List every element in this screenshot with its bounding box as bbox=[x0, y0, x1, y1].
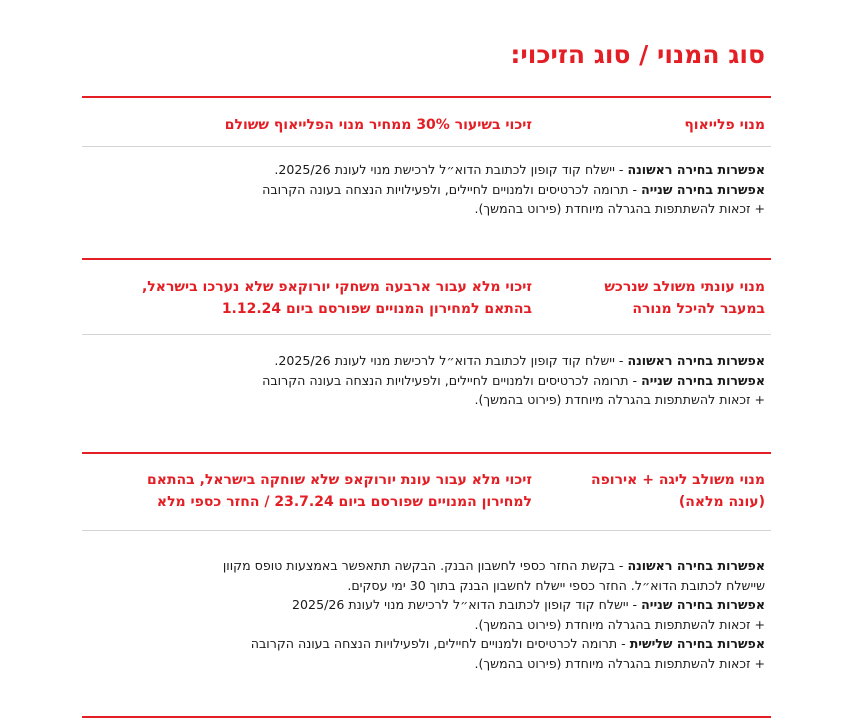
plan-credit bbox=[147, 469, 532, 513]
page-title: סוג המנוי / סוג הזיכוי: bbox=[510, 40, 765, 69]
option-line bbox=[262, 371, 765, 391]
option-line bbox=[223, 654, 765, 674]
section-divider bbox=[82, 258, 771, 260]
option-line bbox=[223, 595, 765, 615]
option-text: - יישלח קוד קופון לכתובת הדוא״ל לרכישת מנוי לעונת 2025/26. bbox=[274, 162, 628, 177]
option-line bbox=[223, 576, 765, 596]
option-line bbox=[223, 615, 765, 635]
option-line bbox=[223, 556, 765, 576]
option-block bbox=[223, 556, 765, 673]
option-line bbox=[223, 634, 765, 654]
option-text: - תרומה לכרטיסים ולמנויים לחיילים, ולפעילויות הנצחה בעונה הקרובה bbox=[250, 636, 630, 651]
option-line bbox=[262, 180, 765, 200]
plan-name bbox=[684, 114, 765, 136]
option-text: - יישלח קוד קופון לכתובת הדוא״ל לרכישת מנוי לעונת 2025/26. bbox=[274, 353, 628, 368]
option-text: שיישלח לכתובת הדוא״ל. החזר כספי יישלח לחשבון הבנק בתוך 30 ימי עסקים. bbox=[347, 577, 765, 593]
option-label: אפשרות בחירה שנייה bbox=[641, 372, 765, 388]
option-text: + זכאות להשתתפות בהגרלה מיוחדת (פירוט בהמשך). bbox=[474, 616, 765, 632]
option-label: אפשרות בחירה ראשונה bbox=[627, 558, 765, 573]
option-text: - תרומה לכרטיסים ולמנויים לחיילים, ולפעילויות הנצחה בעונה הקרובה bbox=[262, 181, 642, 197]
credit-line: זיכוי מלא עבור ארבעה משחקי יורוקאפ שלא נערכו בישראל, bbox=[141, 279, 532, 295]
option-label: אפשרות בחירה שנייה bbox=[641, 597, 765, 612]
row-divider bbox=[82, 530, 771, 531]
credit-line: למחירון המנויים שפורסם ביום 23.7.24 / החזר כספי מלא bbox=[156, 494, 532, 510]
plan-credit bbox=[225, 114, 532, 136]
plan-name bbox=[604, 276, 765, 320]
option-text: + זכאות להשתתפות בהגרלה מיוחדת (פירוט בהמשך). bbox=[474, 392, 765, 407]
section-divider bbox=[82, 716, 771, 718]
credit-line: בהתאם למחירון המנויים שפורסם ביום 1.12.24 bbox=[221, 301, 532, 317]
plan-name-line: מנוי משולב ליגה + אירופה bbox=[590, 472, 765, 488]
option-label: אפשרות בחירה ראשונה bbox=[627, 162, 765, 177]
option-text: + זכאות להשתתפות בהגרלה מיוחדת (פירוט בהמשך). bbox=[474, 201, 765, 216]
option-text: + זכאות להשתתפות בהגרלה מיוחדת (פירוט בהמשך). bbox=[474, 655, 765, 671]
row-divider bbox=[82, 334, 771, 335]
option-line bbox=[262, 351, 765, 371]
option-label: אפשרות בחירה שנייה bbox=[641, 181, 765, 197]
option-block bbox=[262, 351, 765, 410]
option-block bbox=[262, 160, 765, 219]
plan-name-line: (עונה מלאה) bbox=[678, 494, 765, 510]
section-divider bbox=[82, 96, 771, 98]
option-line bbox=[262, 390, 765, 410]
credit-line: זיכוי מלא עבור עונת יורוקאפ שלא שוחקה בישראל, בהתאם bbox=[147, 472, 532, 488]
plan-name bbox=[591, 469, 765, 513]
option-line bbox=[262, 199, 765, 219]
row-divider bbox=[82, 146, 771, 147]
plan-name-line: מנוי עונתי משולב שנרכש bbox=[604, 279, 765, 295]
option-text: - בקשת החזר כספי לחשבון הבנק. הבקשה תתאפשר באמצעות טופס מקוון bbox=[222, 558, 628, 573]
option-text: - יישלח קוד קופון לכתובת הדוא״ל לרכישת מנוי לעונת 2025/26 bbox=[292, 597, 642, 612]
option-label: אפשרות בחירה שלישית bbox=[629, 636, 765, 651]
plan-name-line: במעבר להיכל מנורה bbox=[632, 301, 765, 317]
plan-name-line: מנוי פלייאוף bbox=[684, 117, 765, 133]
credit-line: זיכוי בשיעור 30% ממחיר מנוי הפלייאוף ששולם bbox=[224, 117, 532, 133]
option-label: אפשרות בחירה ראשונה bbox=[627, 353, 765, 368]
option-line bbox=[262, 160, 765, 180]
plan-credit bbox=[142, 276, 532, 320]
option-text: - תרומה לכרטיסים ולמנויים לחיילים, ולפעילויות הנצחה בעונה הקרובה bbox=[262, 372, 642, 388]
section-divider bbox=[82, 452, 771, 454]
